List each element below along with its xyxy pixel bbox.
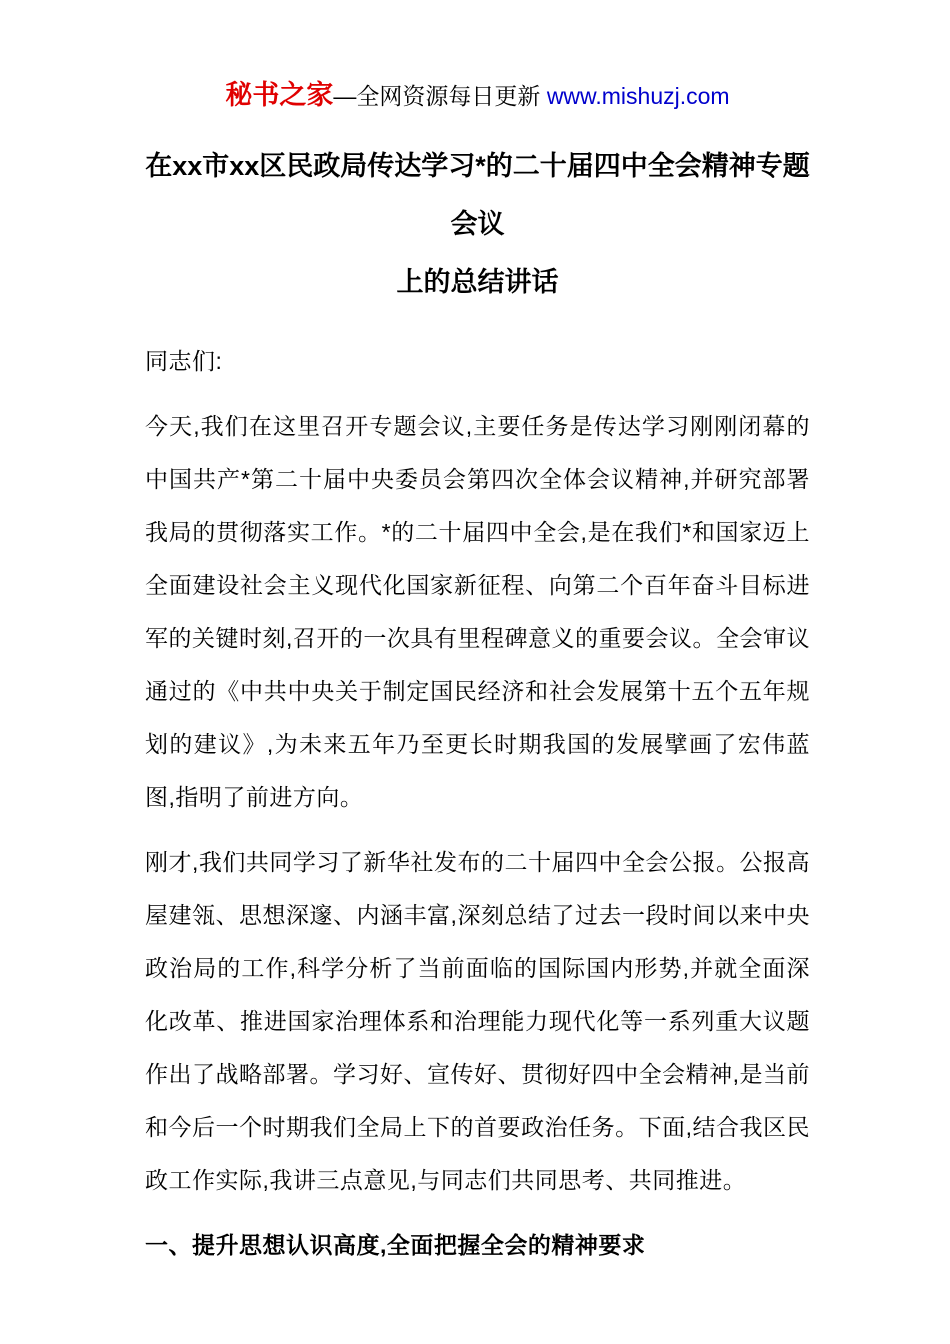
section-heading: 一、提升思想认识高度,全面把握全会的精神要求 [145, 1232, 646, 1258]
salutation: 同志们: [145, 348, 223, 374]
site-brand: 秘书之家 [225, 80, 334, 110]
paragraph-1: 今天,我们在这里召开专题会议,主要任务是传达学习刚刚闭幕的中国共产*第二十届中央委员会第四次全体会议精神,并研究部署我局的贯彻落实工作。*的二十届四中全会,是在我们*和国家迈上全面建设社会主义现代化国家新征程、向第二个百年奋斗目标进军的关键时刻,召开的一次具有里程碑意义的重要会议。全会审议通过的《中共中央关于制定国民经济和社会发展第十五个五年规划的建议》,为未来五年乃至更长时期我国的发展擘画了宏伟蓝图,指明了前进方向。 [145, 413, 810, 810]
document-title [145, 137, 810, 311]
document-title-line1: 在xx市xx区民政局传达学习*的二十届四中全会精神专题会议 [145, 151, 810, 239]
site-tagline: —全网资源每日更新 [333, 83, 547, 109]
document-title-line2: 上的总结讲话 [396, 267, 559, 297]
site-header [145, 80, 810, 111]
paragraph-2: 刚才,我们共同学习了新华社发布的二十届四中全会公报。公报高屋建瓴、思想深邃、内涵丰富,深刻总结了过去一段时间以来中央政治局的工作,科学分析了当前面临的国际国内形势,并就全面深化改革、推进国家治理体系和治理能力现代化等一系列重大议题作出了战略部署。学习好、宣传好、贯彻好四中全会精神,是当前和今后一个时期我们全局上下的首要政治任务。下面,结合我区民政工作实际,我讲三点意见,与同志们共同思考、共同推进。 [145, 849, 810, 1193]
site-url-link[interactable]: www.mishuzj.com [546, 83, 730, 109]
